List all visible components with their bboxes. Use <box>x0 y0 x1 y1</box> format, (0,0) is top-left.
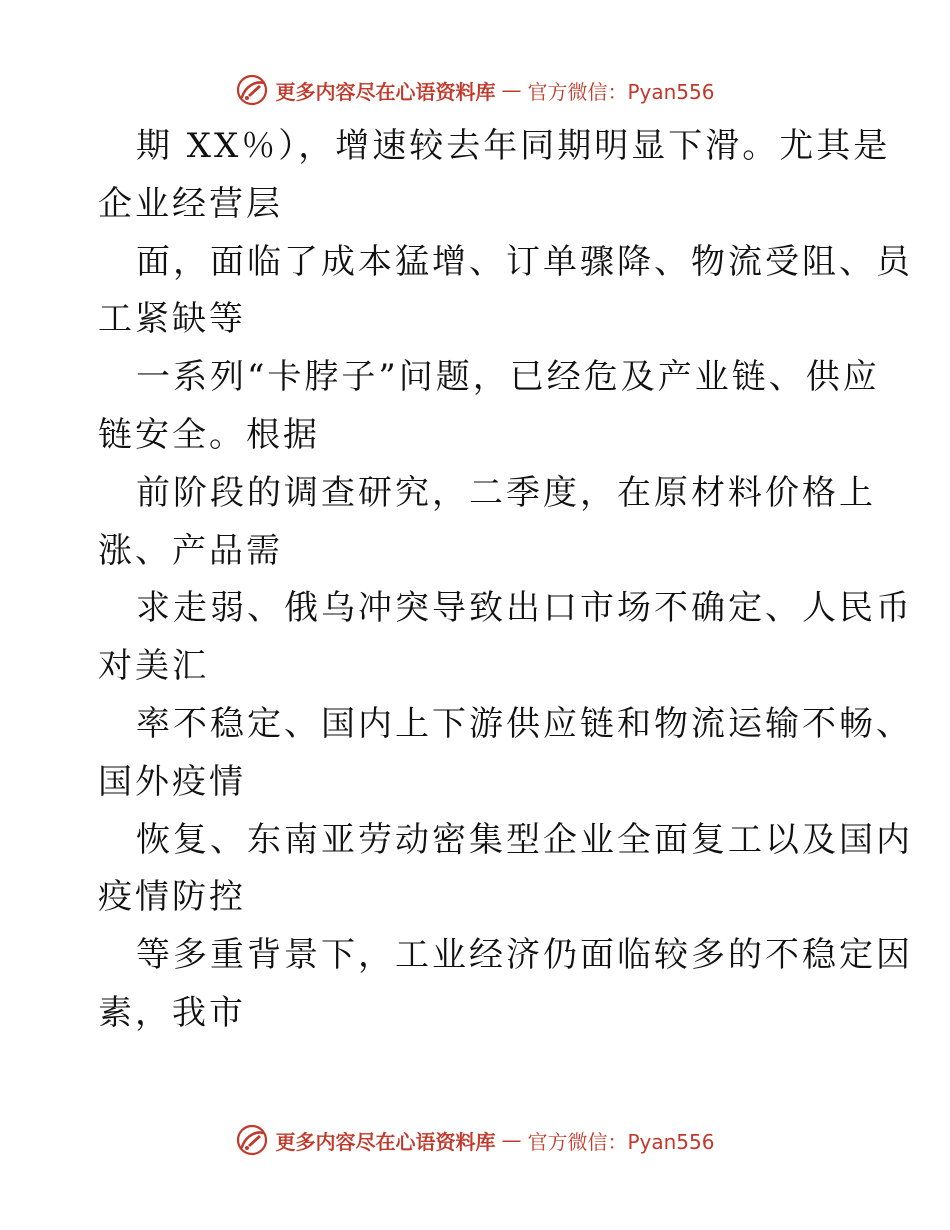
footer-banner-content <box>235 1123 714 1157</box>
banner-wechat-text: 官方微信：Pyan556 <box>527 79 715 104</box>
text-line-7: 前阶段的调查研究，二季度，在原材料价格上 <box>136 472 876 513</box>
text-line-3: 面，面临了成本猛增、订单骤降、物流受阻、员 <box>136 241 913 282</box>
document-body <box>98 118 913 1043</box>
banner-site-text: 更多内容尽在心语资料库 <box>275 79 496 104</box>
text-line-4: 工紧缺等 <box>98 299 246 340</box>
text-line-8: 涨、产品需 <box>98 530 283 571</box>
text-line-9: 求走弱、俄乌冲突导致出口市场不确定、人民币 <box>136 588 913 629</box>
text-line-10: 对美汇 <box>98 646 209 687</box>
pen-swirl-logo-icon <box>235 73 269 107</box>
pen-swirl-logo-icon <box>235 1123 269 1157</box>
text-line-15: 等多重背景下，工业经济仍面临较多的不稳定因 <box>136 935 913 976</box>
text-line-6: 链安全。根据 <box>98 414 320 455</box>
text-line-12: 国外疫情 <box>98 761 246 802</box>
text-line-13: 恢复、东南亚劳动密集型企业全面复工以及国内 <box>136 819 913 860</box>
header-banner-content <box>235 73 714 107</box>
banner-wechat-text: 官方微信：Pyan556 <box>527 1129 715 1154</box>
footer-banner <box>0 1120 950 1160</box>
text-line-5: 一系列“卡脖子”问题，已经危及产业链、供应 <box>136 357 880 398</box>
banner-dash: — <box>501 78 522 102</box>
text-line-11: 率不稳定、国内上下游供应链和物流运输不畅、 <box>136 703 913 744</box>
banner-site-text: 更多内容尽在心语资料库 <box>275 1129 496 1154</box>
text-line-1: 期 XX％），增速较去年同期明显下滑。尤其是 <box>136 126 891 166</box>
banner-dash: — <box>501 1128 522 1152</box>
text-line-2: 企业经营层 <box>98 183 283 224</box>
header-banner <box>0 70 950 110</box>
text-line-16: 素，我市 <box>98 992 246 1033</box>
text-line-14: 疫情防控 <box>98 877 246 918</box>
